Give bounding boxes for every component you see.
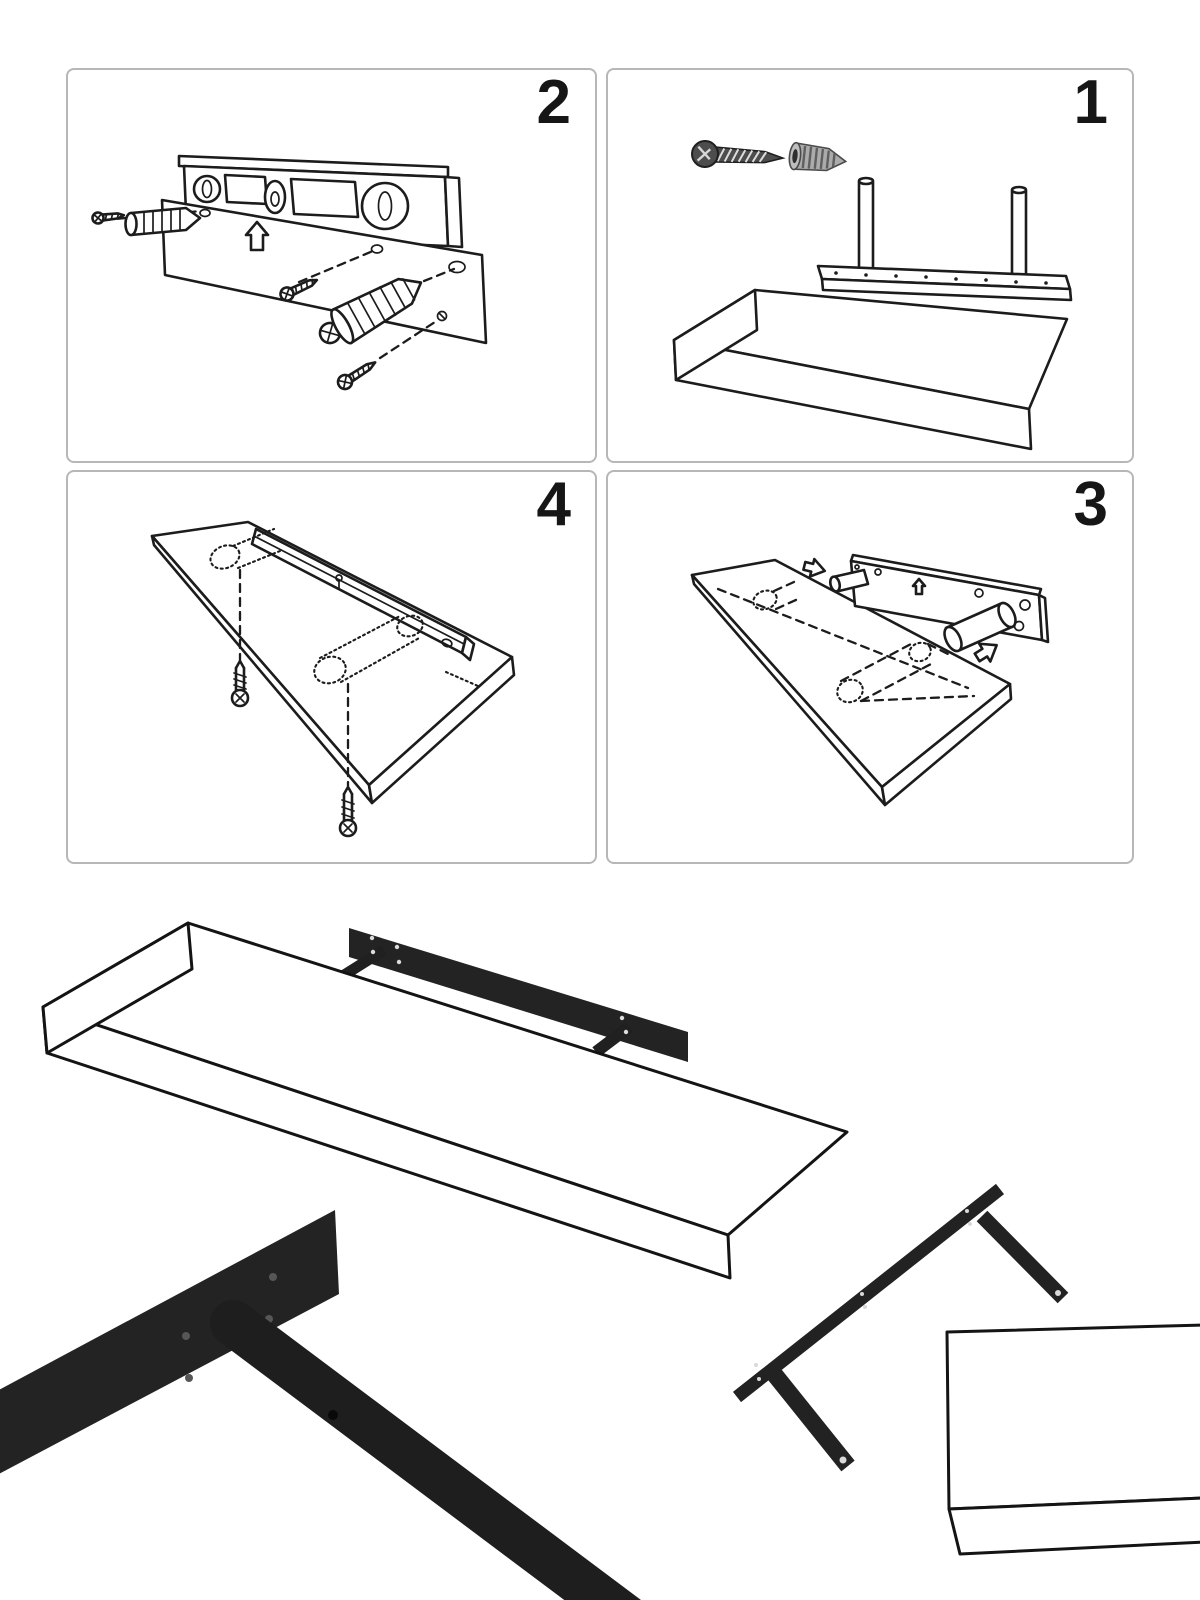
step-2-illustration [68, 70, 595, 461]
shelf-and-brackets-render [0, 864, 1200, 1600]
screw-icon [335, 357, 379, 392]
screw-icon [92, 210, 124, 224]
step-panel-4 [66, 470, 597, 864]
shelf-corner-render [947, 1325, 1200, 1554]
step-number: 4 [536, 470, 571, 539]
product-render-section [0, 864, 1200, 1600]
wall-anchor-icon [788, 142, 847, 175]
step-1-illustration [608, 70, 1132, 461]
step-panel-2 [66, 68, 597, 463]
bracket-rod-icon [859, 178, 1026, 279]
step-number: 2 [536, 68, 571, 137]
step-4-illustration [68, 472, 595, 862]
bracket-closeup-photo [0, 1210, 648, 1600]
step-number: 1 [1073, 68, 1108, 137]
screw-icon [340, 787, 356, 836]
bracket-rail-icon [818, 178, 1071, 300]
step-3-illustration [608, 472, 1132, 862]
shelf-board-icon [152, 522, 514, 803]
step-number: 3 [1073, 470, 1108, 539]
screw-icon [691, 140, 783, 171]
step-panel-1 [606, 68, 1134, 463]
step-panel-3 [606, 470, 1134, 864]
shelf-board-icon [674, 290, 1067, 449]
screw-icon [232, 661, 248, 706]
